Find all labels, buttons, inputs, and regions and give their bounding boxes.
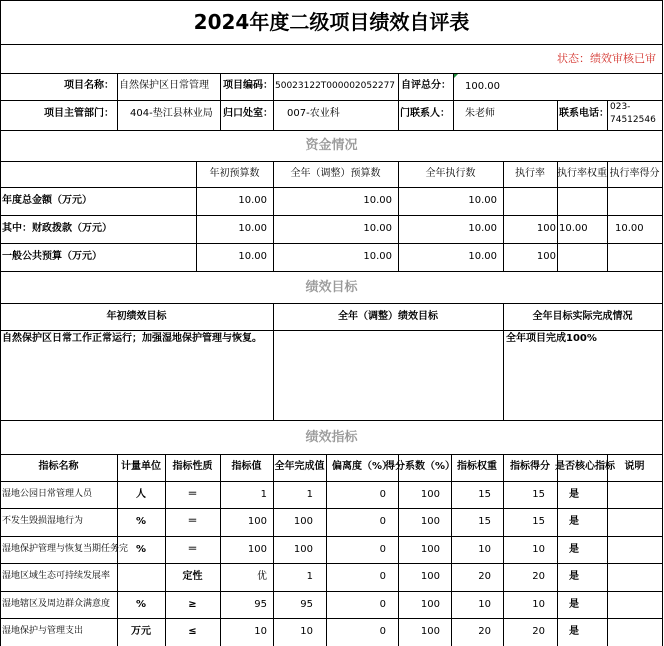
funds-cell-initial: 10.00 [238,251,267,262]
ind-cell-unit: % [135,516,147,527]
ind-cell-name: 湿地公园日常管理人员 [2,489,93,499]
ind-cell-dev: 0 [379,571,386,582]
funds-cell-rate: 100 [536,223,556,234]
office-label: 归口处室： [223,108,273,119]
ind-cell-score: 15 [532,516,545,527]
ind-cell-unit: 万元 [131,626,151,637]
funds-row-label: 其中：财政拨款（万元） [2,223,112,234]
ind-cell-value: 1 [260,489,267,500]
ind-cell-done: 1 [306,489,313,500]
ind-cell-name: 湿地保护管理与恢复当期任务完 [2,544,129,554]
funds-section-title: 资金情况 [305,138,358,153]
ind-cell-unit: % [135,599,147,610]
cell-marker [454,74,458,78]
ind-cell-done: 100 [293,544,313,555]
ind-cell-name: 湿地区域生态可持续发展率 [2,571,111,581]
ind-cell-dev: 0 [379,516,386,527]
funds-cell-executed: 10.00 [468,223,497,234]
funds-cell-executed: 10.00 [468,251,497,262]
indicator-row [0,481,662,508]
ind-cell-weight: 15 [478,489,491,500]
indicator-row [0,618,662,645]
ind-cell-done: 1 [306,571,313,582]
funds-header-initial: 年初预算数 [209,168,260,179]
goals-initial-text: 自然保护区日常工作正常运行；加强湿地保护管理与恢复。 [2,333,262,344]
ind-cell-coef: 100 [420,489,440,500]
ind-header-nature: 指标性质 [172,461,213,472]
funds-cell-initial: 10.00 [238,195,267,206]
goals-header-initial: 年初绩效目标 [106,311,167,322]
funds-cell-adjusted: 10.00 [363,195,392,206]
ind-cell-unit: 人 [136,489,146,500]
ind-cell-nature: ≥ [188,599,197,610]
goals-header-actual: 全年目标实际完成情况 [532,311,633,322]
funds-cell-adjusted: 10.00 [363,223,392,234]
ind-cell-value: 10 [254,626,267,637]
ind-header-coef: 得分系数（%） [385,461,456,472]
indicators-section-title: 绩效指标 [305,430,358,445]
ind-cell-nature: ≤ [188,626,197,637]
ind-cell-coef: 100 [420,626,440,637]
ind-cell-dev: 0 [379,626,386,637]
ind-cell-score: 10 [532,599,545,610]
ind-header-name: 指标名称 [38,461,79,472]
project-code-label: 项目编码： [223,80,273,91]
indicator-row [0,536,662,563]
ind-header-score: 指标得分 [510,461,550,472]
ind-cell-nature: ＝ [187,489,198,500]
funds-row-label: 年度总金额（万元） [2,195,92,206]
ind-cell-name: 不发生毁损湿地行为 [2,516,84,526]
ind-cell-weight: 20 [478,571,491,582]
ind-cell-score: 20 [532,571,545,582]
ind-cell-nature: ＝ [187,544,198,555]
ind-header-weight: 指标权重 [457,461,497,472]
ind-cell-done: 95 [300,599,313,610]
ind-cell-score: 20 [532,626,545,637]
ind-cell-value: 95 [254,599,267,610]
project-code-value: 50023122T000002052277 [275,81,396,91]
ind-cell-value: 100 [247,544,267,555]
contact-label: 门联系人： [400,108,450,119]
project-name-label: 项目名称： [64,80,114,91]
ind-cell-score: 15 [532,489,545,500]
indicators-header-row [0,454,662,481]
goals-header-adjusted: 全年（调整）绩效目标 [338,311,438,322]
funds-cell-score: 10.00 [615,223,644,234]
funds-cell-rate: 100 [536,251,556,262]
indicator-row [0,591,662,618]
dept-label: 项目主管部门： [44,108,114,119]
ind-cell-core: 是 [569,626,579,637]
ind-cell-core: 是 [569,544,579,555]
ind-cell-score: 10 [532,544,545,555]
ind-cell-coef: 100 [420,516,440,527]
funds-cell-weight: 10.00 [559,223,588,234]
ind-cell-core: 是 [569,516,579,527]
ind-header-value: 指标值 [231,461,262,472]
phone-value-line2: 74512546 [610,115,656,125]
funds-header-rate: 执行率 [515,168,545,179]
ind-cell-done: 10 [300,626,313,637]
score-label: 自评总分： [401,80,451,91]
ind-cell-value: 100 [247,516,267,527]
ind-header-dev: 偏离度（%） [331,461,393,472]
ind-cell-name: 湿地保护与管理支出 [2,626,84,636]
ind-header-core: 是否核心指标 [555,461,615,472]
ind-header-done: 全年完成值 [274,461,325,472]
ind-cell-weight: 10 [478,544,491,555]
ind-cell-dev: 0 [379,544,386,555]
funds-header-executed: 全年执行数 [425,168,476,179]
ind-cell-weight: 10 [478,599,491,610]
frame-right [662,0,663,646]
ind-cell-dev: 0 [379,599,386,610]
office-value: 007-农业科 [287,108,340,119]
project-name-value: 自然保护区日常管理 [119,80,209,91]
contact-value: 朱老师 [465,108,495,119]
status-text: 状态：绩效审核已审 [557,52,656,65]
ind-cell-weight: 15 [478,516,491,527]
dept-value: 404-垫江县林业局 [130,108,213,119]
ind-header-note: 说明 [624,461,645,472]
ind-cell-core: 是 [569,489,579,500]
funds-cell-adjusted: 10.00 [363,251,392,262]
ind-cell-coef: 100 [420,571,440,582]
funds-header-score: 执行率得分 [609,168,660,179]
ind-header-unit: 计量单位 [121,461,161,472]
ind-cell-coef: 100 [420,544,440,555]
ind-cell-unit: % [135,544,147,555]
ind-cell-value: 优 [257,571,267,582]
ind-cell-coef: 100 [420,599,440,610]
score-value: 100.00 [465,81,500,92]
frame-top [0,0,663,1]
ind-cell-name: 湿地辖区及周边群众满意度 [2,599,111,609]
phone-label: 联系电话： [559,108,609,119]
indicator-row [0,508,662,535]
goals-actual-text: 全年项目完成100% [506,333,597,344]
funds-cell-executed: 10.00 [468,195,497,206]
goals-section-title: 绩效目标 [305,280,358,295]
ind-cell-core: 是 [569,571,579,582]
phone-value-line1: 023- [610,102,631,112]
ind-cell-core: 是 [569,599,579,610]
funds-row-label: 一般公共预算（万元） [2,251,102,262]
funds-cell-initial: 10.00 [238,223,267,234]
ind-cell-dev: 0 [379,489,386,500]
indicator-row [0,563,662,590]
ind-cell-nature: ＝ [187,516,198,527]
funds-header-adjusted: 全年（调整）预算数 [290,168,381,179]
ind-cell-nature: 定性 [182,571,203,582]
ind-cell-done: 100 [293,516,313,527]
page-title: 2024年度二级项目绩效自评表 [193,10,470,34]
funds-header-weight: 执行率权重 [557,168,607,179]
ind-cell-weight: 20 [478,626,491,637]
